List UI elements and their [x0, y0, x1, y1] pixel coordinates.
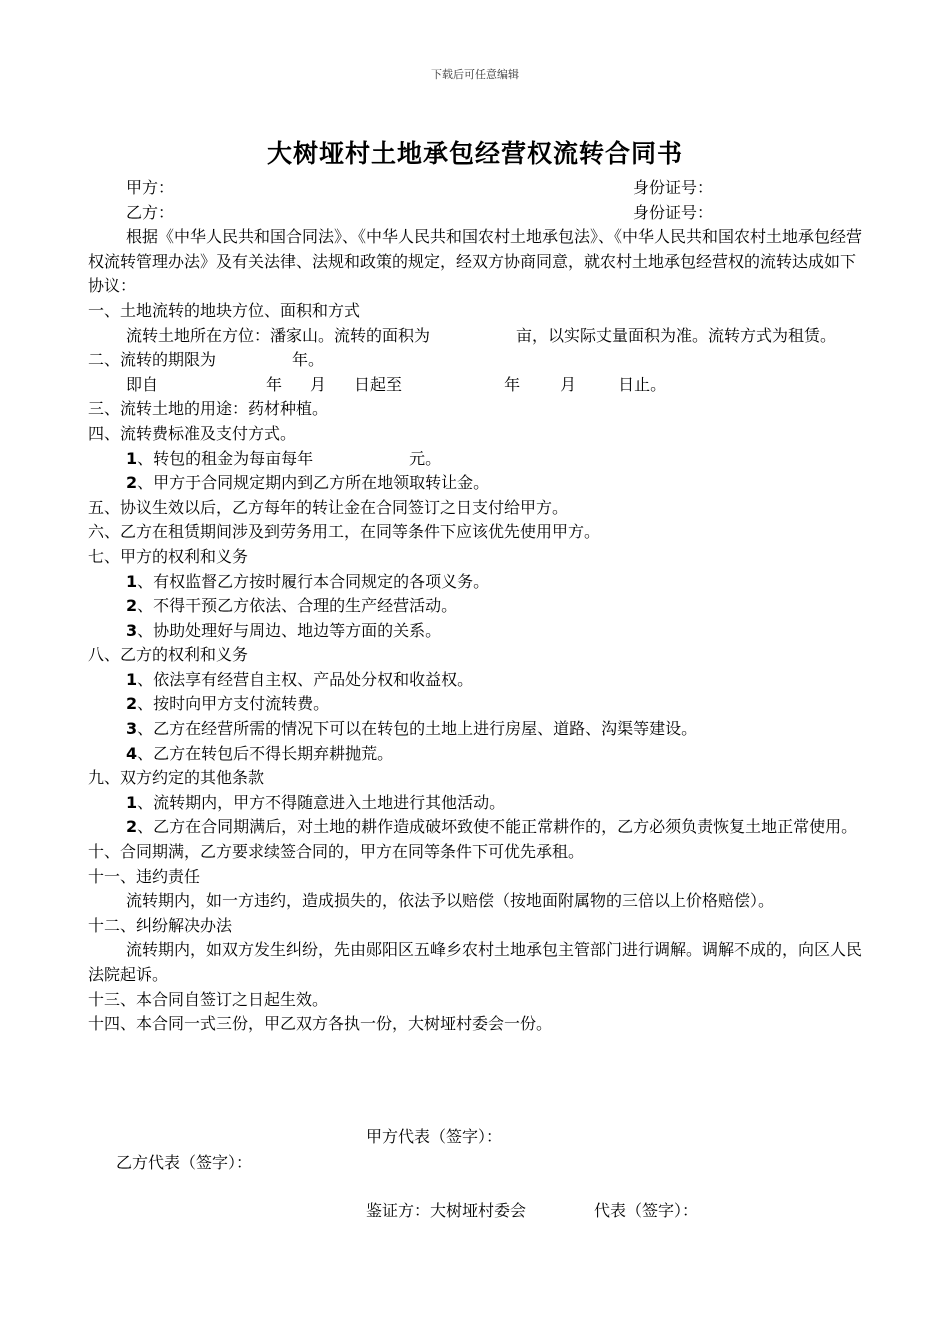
- section-8-item: [88, 668, 868, 693]
- section-9-item-2-text: 、乙方在合同期满后，对土地的耕作造成破坏致使不能正常耕作的，乙方必须负责恢复土地正常使用。: [137, 817, 858, 837]
- section-11-text: 流转期内，如一方违约，造成损失的，依法予以赔偿（按地面附属物的三倍以上价格赔偿）。: [126, 891, 775, 911]
- section-2-dates: [88, 373, 868, 398]
- item-number: 2: [126, 694, 138, 714]
- date-to-year: 年: [504, 374, 521, 394]
- date-from-day: 日起至: [354, 374, 403, 394]
- party-a-line: [88, 176, 868, 201]
- item-number: 1: [126, 571, 138, 591]
- section-1-text-a: 流转土地所在方位：潘家山。流转的面积为: [126, 325, 431, 345]
- section-14: 十四、本合同一式三份，甲乙双方各执一份，大树垭村委会一份。: [88, 1014, 553, 1034]
- section-6: 六、乙方在租赁期间涉及到劳务用工，在同等条件下应该优先使用甲方。: [88, 522, 601, 542]
- section-4-item-1-b: 元。: [409, 448, 442, 468]
- contract-body: [88, 176, 868, 1037]
- section-4-heading: 四、流转费标准及支付方式。: [88, 423, 297, 443]
- section-7-item: [88, 570, 868, 595]
- item-number: 2: [126, 596, 138, 616]
- item-number: 3: [126, 620, 138, 640]
- section-11-heading: 十一、违约责任: [88, 866, 201, 886]
- date-from-label: 即自: [126, 374, 159, 394]
- section-8-item-text: 、按时向甲方支付流转费。: [137, 694, 330, 714]
- item-number: 3: [126, 719, 138, 739]
- section-7-item: [88, 594, 868, 619]
- witness-label: 鉴证方：大树垭村委会: [366, 1201, 527, 1220]
- section-8-item: [88, 717, 868, 742]
- section-4-item-1: [88, 447, 868, 472]
- section-7-item-text: 、不得干预乙方依法、合理的生产经营活动。: [137, 596, 458, 616]
- document-title: 大树垭村土地承包经营权流转合同书: [266, 139, 683, 168]
- section-4-item-1-a: 、转包的租金为每亩每年: [137, 448, 314, 468]
- section-10: 十、合同期满，乙方要求续签合同的，甲方在同等条件下可优先承租。: [88, 842, 585, 862]
- date-to-month: 月: [560, 374, 577, 394]
- section-1-heading: 一、土地流转的地块方位、面积和方式: [88, 300, 361, 320]
- section-1-text-b: 亩，以实际丈量面积为准。流转方式为租赁。: [516, 325, 837, 345]
- section-9-heading: 九、双方约定的其他条款: [88, 768, 265, 788]
- witness-signature-label: 代表（签字）：: [594, 1201, 699, 1220]
- section-2-heading-a: 二、流转的期限为: [88, 350, 217, 370]
- date-from-year: 年: [266, 374, 283, 394]
- item-number: 1: [126, 792, 138, 812]
- section-9-item-1-text: 、流转期内，甲方不得随意进入土地进行其他活动。: [137, 792, 506, 812]
- section-9-item-1: [88, 791, 868, 816]
- item-number: 2: [126, 473, 138, 493]
- section-8-heading: 八、乙方的权利和义务: [88, 645, 249, 665]
- section-8-item: [88, 742, 868, 767]
- party-b-line: [88, 201, 868, 226]
- section-13: 十三、本合同自签订之日起生效。: [88, 989, 329, 1009]
- party-a-label: 甲方：: [126, 178, 175, 197]
- section-7-item-text: 、协助处理好与周边、地边等方面的关系。: [137, 620, 442, 640]
- preamble-paragraph: 根据《中华人民共和国合同法》、《中华人民共和国农村土地承包法》、《中华人民共和国农村土地承包经营权流转管理办法》及有关法律、法规和政策的规定，经双方协商同意，就农村土地承包经营权的流转达成如下协议：: [88, 227, 863, 296]
- party-a-id-label: 身份证号：: [633, 178, 714, 197]
- party-b-id-label: 身份证号：: [633, 202, 714, 222]
- page-header-note: 下载后可任意编辑: [431, 68, 519, 81]
- section-7-item-text: 、有权监督乙方按时履行本合同规定的各项义务。: [137, 571, 490, 591]
- item-number: 4: [126, 743, 138, 763]
- section-8-item-text: 、依法享有经营自主权、产品处分权和收益权。: [137, 669, 474, 689]
- item-number: 2: [126, 817, 138, 837]
- date-from-month: 月: [310, 374, 327, 394]
- item-number: 1: [126, 669, 138, 689]
- party-b-label: 乙方：: [126, 202, 175, 222]
- section-4-item-2-text: 、甲方于合同规定期内到乙方所在地领取转让金。: [137, 473, 490, 493]
- section-8-item-text: 、乙方在经营所需的情况下可以在转包的土地上进行房屋、道路、沟渠等建设。: [137, 719, 698, 739]
- section-12-heading: 十二、纠纷解决办法: [88, 915, 233, 935]
- section-5: 五、协议生效以后，乙方每年的转让金在合同签订之日支付给甲方。: [88, 497, 569, 517]
- section-8-item-text: 、乙方在转包后不得长期弃耕抛荒。: [137, 743, 394, 763]
- section-1-text: [88, 324, 868, 349]
- section-7-heading: 七、甲方的权利和义务: [88, 546, 249, 566]
- section-3-heading: 三、流转土地的用途：药材种植。: [88, 399, 329, 419]
- section-8-item: [88, 692, 868, 717]
- section-2-heading-b: 年。: [292, 350, 325, 370]
- section-2-heading: [88, 348, 868, 373]
- section-9-item-2: [88, 815, 868, 840]
- date-to-day: 日止。: [618, 374, 667, 394]
- section-12-text: 流转期内，如双方发生纠纷，先由郧阳区五峰乡农村土地承包主管部门进行调解。调解不成的，向区人民法院起诉。: [88, 940, 863, 984]
- section-4-item-2: [88, 471, 868, 496]
- section-7-item: [88, 619, 868, 644]
- party-a-signature-label: 甲方代表（签字）：: [366, 1127, 503, 1146]
- party-b-signature-label: 乙方代表（签字）：: [116, 1153, 253, 1172]
- item-number: 1: [126, 448, 138, 468]
